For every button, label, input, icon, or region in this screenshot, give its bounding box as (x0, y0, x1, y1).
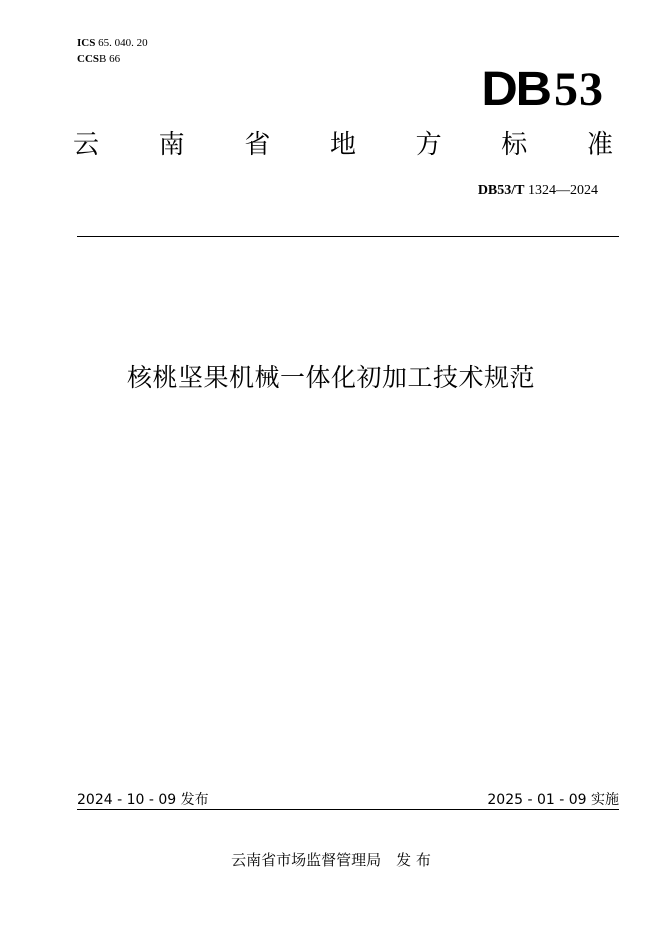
logo-number: 53 (554, 63, 604, 116)
ccs-line (77, 51, 148, 67)
standard-kind-char: 标 (501, 130, 528, 160)
standard-kind-char: 地 (329, 130, 356, 160)
ics-value: 65. 040. 20 (98, 37, 148, 49)
standard-kind-char: 方 (415, 130, 442, 160)
ics-line (77, 35, 148, 51)
date-row (77, 790, 619, 810)
publish-date: 2024 - 10 - 09 发布 (77, 792, 209, 808)
issuing-authority: 云南省市场监督管理局 发 布 (231, 851, 431, 869)
document-title: 核桃坚果机械一体化初加工技术规范 (126, 363, 535, 392)
standard-number-value: 1324—2024 (528, 183, 598, 198)
standard-kind-heading (73, 128, 613, 162)
standard-kind-char: 准 (586, 130, 613, 160)
bottom-divider (77, 809, 619, 810)
standard-number (478, 183, 598, 199)
ccs-value: B 66 (99, 53, 121, 65)
standard-kind-char: 云 (73, 130, 100, 160)
standard-kind-char: 省 (244, 130, 271, 160)
standard-code: DB53/T (477, 183, 525, 198)
standard-logo (483, 62, 604, 118)
classification-codes (77, 35, 148, 67)
ccs-label: CCS (77, 53, 100, 65)
ics-label: ICS (77, 37, 96, 49)
standard-kind-char: 南 (158, 130, 185, 160)
top-divider (77, 236, 619, 237)
logo-db: DB (481, 63, 550, 116)
implement-date: 2025 - 01 - 09 实施 (487, 792, 619, 808)
